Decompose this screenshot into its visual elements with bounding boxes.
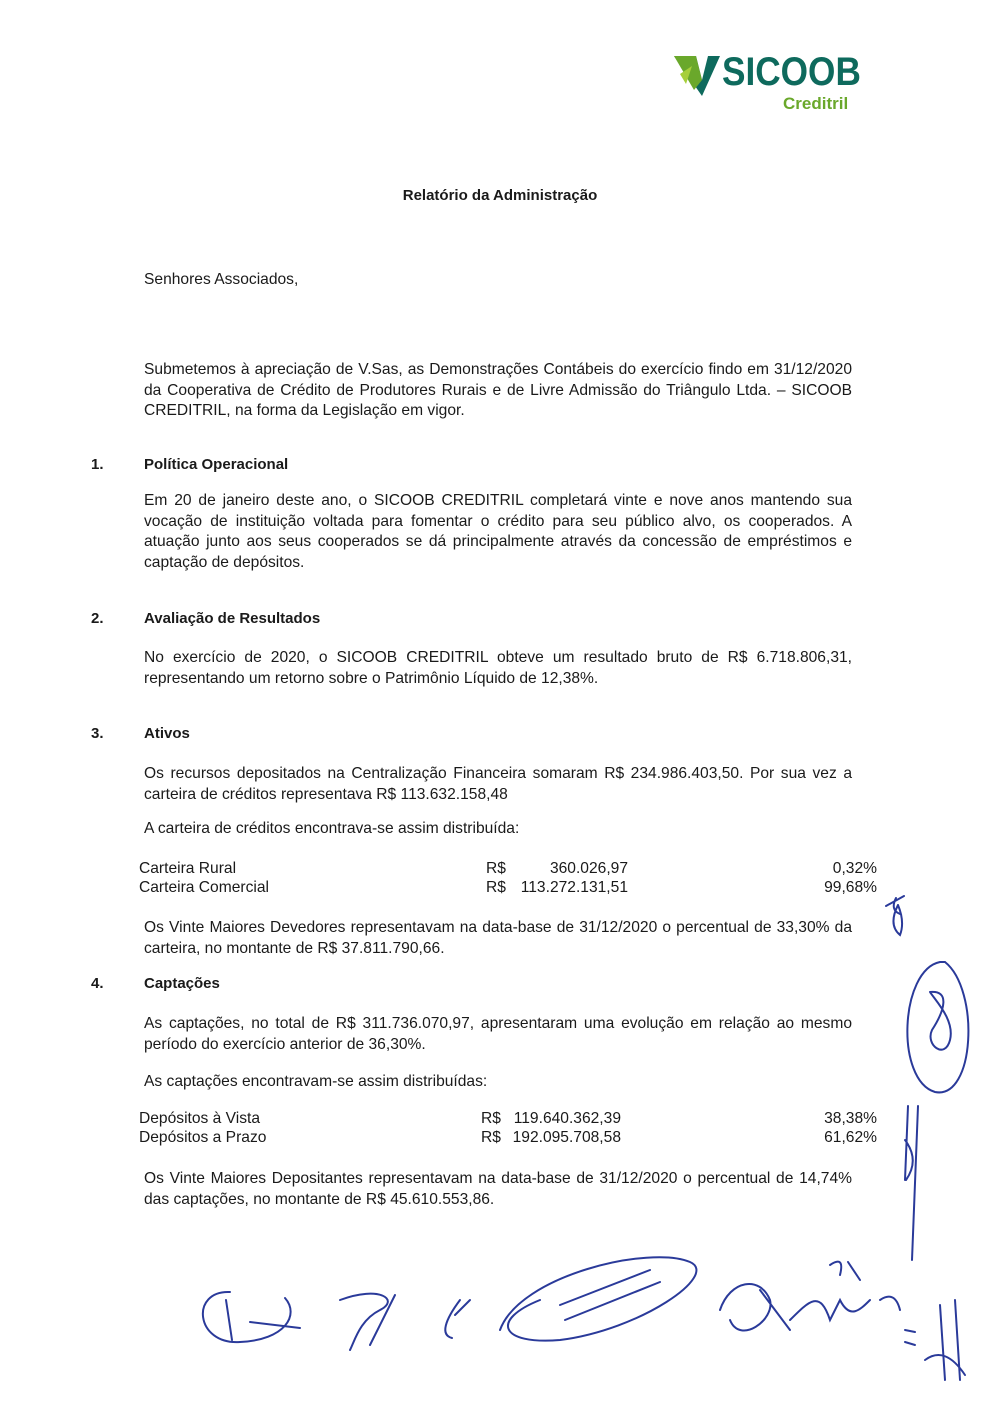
- section-4-after: Os Vinte Maiores Depositantes representavam na data-base de 31/12/2020 o percentual de 14,74% das captações, no montante de R$ 45.610.553,86.: [144, 1170, 852, 1208]
- table-row-pct: 99,68%: [824, 879, 877, 896]
- table-row-label: Carteira Rural: [139, 860, 237, 877]
- table-row-label: Depósitos a Prazo: [139, 1129, 267, 1146]
- logo-name: SICOOB: [722, 50, 861, 94]
- section-3-table-intro: A carteira de créditos encontrava-se assim distribuída:: [144, 820, 520, 837]
- section-3-number: 3.: [91, 725, 104, 742]
- table-row-currency: R$: [481, 1129, 501, 1146]
- section-1-number: 1.: [91, 456, 104, 473]
- section-1-heading: Política Operacional: [144, 456, 289, 473]
- signature-3: [445, 1300, 470, 1338]
- table-row-amount: 192.095.708,58: [512, 1129, 621, 1146]
- section-3-heading: Ativos: [144, 725, 190, 742]
- table-row-pct: 38,38%: [824, 1110, 877, 1127]
- table-row-pct: 0,32%: [832, 860, 877, 877]
- logo-subtitle: Creditril: [783, 94, 849, 113]
- section-1-text: Em 20 de janeiro deste ano, o SICOOB CREDITRIL completará vinte e nove anos mantendo sua vocação de instituição voltada para fomentar o crédito para seu público alvo, os cooperados. A atuação junto aos seus cooperados se dá principalmente através da concessão de empréstimos e captação de depósitos.: [144, 492, 852, 571]
- table-row-amount: 113.272.131,51: [520, 879, 628, 896]
- greeting: Senhores Associados,: [144, 271, 299, 288]
- table-row-pct: 61,62%: [824, 1129, 877, 1146]
- signature-1: [203, 1292, 291, 1342]
- circled-initial: [907, 962, 968, 1092]
- page-title: Relatório da Administração: [402, 187, 598, 204]
- section-3-after: Os Vinte Maiores Devedores representavam na data-base de 31/12/2020 o percentual de 33,30% da carteira, no montante de R$ 37.811.790,66.: [144, 919, 852, 957]
- signature-4: [500, 1257, 696, 1340]
- table-row-amount: 360.026,97: [549, 860, 628, 877]
- section-4-text: As captações, no total de R$ 311.736.070,97, apresentaram uma evolução em relação ao mesmo período do exercício anterior de 36,30%.: [144, 1015, 852, 1053]
- section-4-heading: Captações: [144, 975, 220, 992]
- section-2-text: No exercício de 2020, o SICOOB CREDITRIL obteve um resultado bruto de R$ 6.718.806,31, representando um retorno sobre o Patrimônio Líquido de 12,38%.: [144, 649, 852, 687]
- signature-2: [340, 1294, 395, 1350]
- signature-5: [720, 1284, 900, 1330]
- section-2-heading: Avaliação de Resultados: [144, 610, 321, 627]
- section-2-number: 2.: [91, 610, 104, 627]
- section-4-number: 4.: [91, 975, 104, 992]
- signature-6: [925, 1300, 965, 1380]
- table-row-currency: R$: [486, 879, 506, 896]
- margin-note-mark: [886, 896, 904, 935]
- table-row-label: Depósitos à Vista: [139, 1110, 261, 1127]
- section-4-table-intro: As captações encontravam-se assim distribuídas:: [144, 1073, 488, 1090]
- table-row-currency: R$: [486, 860, 506, 877]
- section-3-text: Os recursos depositados na Centralização Financeira somaram R$ 234.986.403,50. Por sua vez a carteira de créditos representava R$ 113.632.158,48: [144, 765, 852, 803]
- intro-paragraph: Submetemos à apreciação de V.Sas, as Demonstrações Contábeis do exercício findo em 31/12/2020 da Cooperativa de Crédito de Produtores Rurais e de Livre Admissão do Triângulo Ltda. – SICOOB CREDITRIL, na forma da Legislação em vigor.: [144, 361, 852, 419]
- table-row-amount: 119.640.362,39: [513, 1110, 621, 1127]
- table-row-label: Carteira Comercial: [139, 879, 269, 896]
- table-row-currency: R$: [481, 1110, 501, 1127]
